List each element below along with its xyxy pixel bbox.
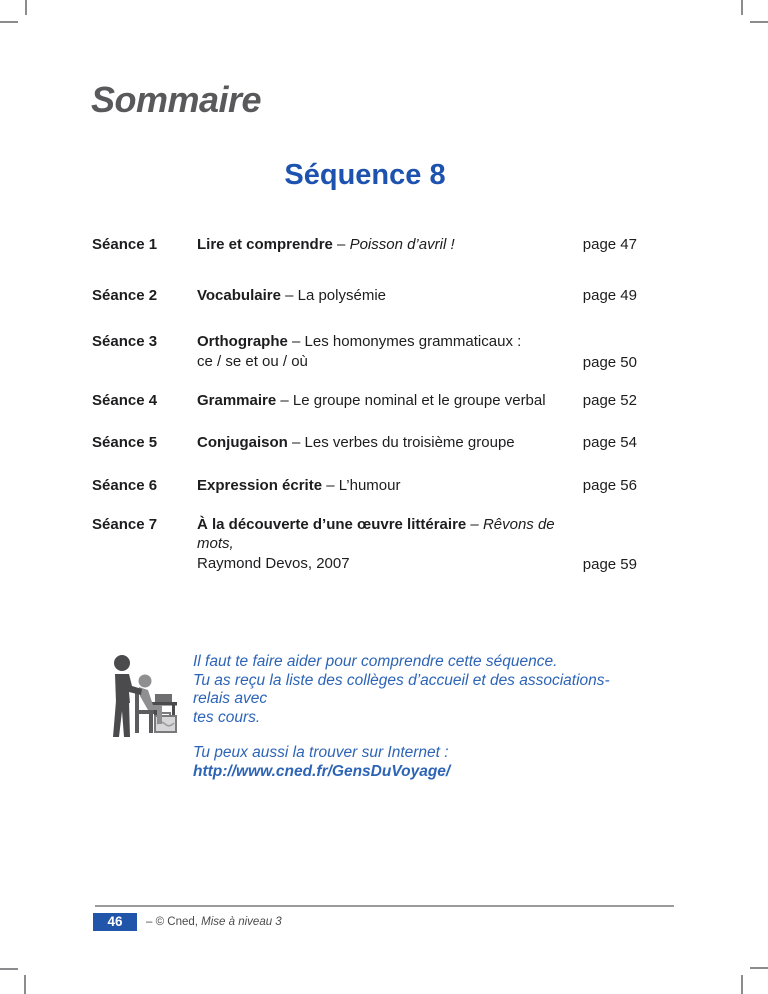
toc-row-seance-6 xyxy=(92,476,637,495)
seance-description: Vocabulaire – La polysémie xyxy=(197,287,386,304)
seance-label: Séance 1 xyxy=(92,236,158,253)
crop-mark xyxy=(0,968,18,970)
tutor-helping-student-icon xyxy=(103,653,179,741)
page-reference: page 50 xyxy=(582,354,637,371)
footer-credit: – © Cned, Mise à niveau 3 xyxy=(146,916,282,928)
seance-label: Séance 5 xyxy=(92,434,158,451)
seance-description: Lire et comprendre – Poisson d’avril ! xyxy=(197,236,455,253)
toc-row-seance-5 xyxy=(92,433,637,452)
toc-row-seance-4 xyxy=(92,391,637,410)
note-line: tes cours. xyxy=(193,708,261,726)
note-line: Il faut te faire aider pour comprendre cette séquence. xyxy=(193,653,558,670)
seance-description: Orthographe – Les homonymes grammaticaux : ce / se et ou / où xyxy=(197,333,522,370)
crop-mark xyxy=(750,967,768,969)
toc-row-seance-3 xyxy=(92,332,637,372)
seance-description: Conjugaison – Les verbes du troisième groupe xyxy=(197,434,515,451)
sequence-heading: Séquence 8 xyxy=(284,159,446,191)
seance-label: Séance 7 xyxy=(92,516,158,533)
help-note-text xyxy=(193,653,643,781)
crop-mark xyxy=(741,0,743,15)
seance-label: Séance 6 xyxy=(92,477,158,494)
page-reference: page 52 xyxy=(582,392,637,409)
cned-url-link[interactable]: http://www.cned.fr/GensDuVoyage/ xyxy=(193,762,451,780)
note-internet-line: Tu peux aussi la trouver sur Internet : xyxy=(193,744,449,761)
toc-row-seance-1 xyxy=(92,235,637,254)
seance-label: Séance 3 xyxy=(92,333,158,350)
page-reference: page 59 xyxy=(582,556,637,573)
footer-divider xyxy=(95,905,674,907)
note-line: Tu as reçu la liste des collèges d’accueil et des associations-relais avec xyxy=(193,671,610,707)
seance-description: À la découverte d’une œuvre littéraire – Rêvons de mots, Raymond Devos, 2007 xyxy=(197,516,555,572)
crop-mark xyxy=(24,975,26,994)
toc-row-seance-7 xyxy=(92,515,637,574)
page-reference: page 56 xyxy=(582,477,637,494)
seance-description: Grammaire – Le groupe nominal et le groupe verbal xyxy=(197,392,546,409)
table-of-contents xyxy=(92,235,637,574)
page-title: Sommaire xyxy=(91,79,262,120)
toc-row-seance-2 xyxy=(92,286,637,305)
crop-mark xyxy=(741,975,743,994)
crop-mark xyxy=(0,21,18,23)
crop-mark xyxy=(25,0,27,15)
seance-label: Séance 2 xyxy=(92,287,158,304)
seance-description: Expression écrite – L’humour xyxy=(197,477,401,494)
crop-mark xyxy=(750,21,768,23)
page-number-badge: 46 xyxy=(93,913,137,931)
seance-label: Séance 4 xyxy=(92,392,158,409)
page-reference: page 47 xyxy=(582,236,637,253)
page-reference: page 49 xyxy=(582,287,637,304)
page-reference: page 54 xyxy=(582,434,637,451)
